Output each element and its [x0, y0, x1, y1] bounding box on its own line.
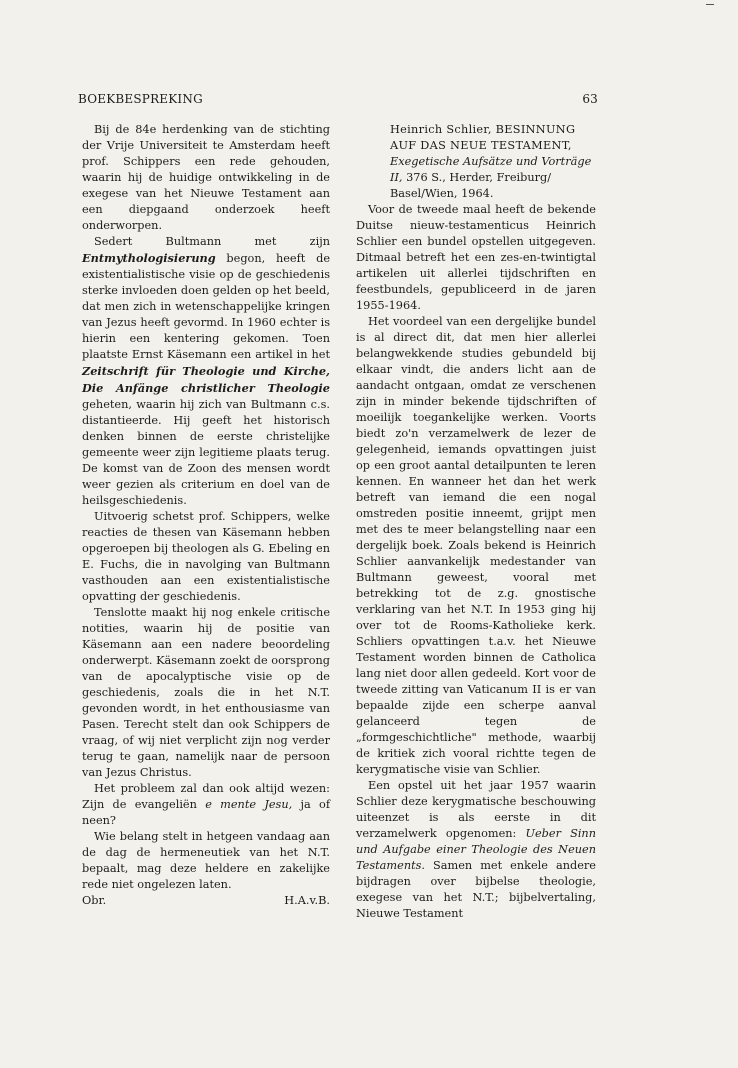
page-header: [78, 92, 598, 106]
text-run: Het probleem zal dan ook altijd wezen: Zijn de evangeliën: [82, 782, 330, 811]
book-publication: 376 S., Herder, Freiburg/ Basel/Wien, 1964.: [390, 171, 552, 200]
signature-line: [82, 893, 330, 909]
text-run: ja of neen?: [82, 798, 330, 827]
journal-title: Zeitschrift für Theologie und Kirche, Die Anfänge christlicher Theologie: [82, 364, 330, 395]
left-paragraph-3: Uitvoerig schetst prof. Schippers, welke reacties de thesen van Käsemann hebben opgeroepen bij theologen als G. Ebeling en E. Fuchs, die in navolging van Bultmann vasthouden aan een existentialistische opvatting der geschiedenis.: [82, 510, 330, 603]
right-paragraph-1: Voor de tweede maal heeft de bekende Duitse nieuw-testamenticus Heinrich Schlier een bundel opstellen uitgegeven. Ditmaal betreft het een zes-en-twintigtal artikelen uit allerlei tijdschriften en feestbundels, gepubliceerd in de jaren 1955-1964.: [356, 203, 596, 312]
text-run: Samen met enkele andere bijdragen over bijbelse theologie, exegese van het N.T.; bijbelvertaling, Nieuwe Testament: [356, 859, 596, 920]
text-run: Een opstel uit het jaar 1957 waarin Schlier deze kerygmatische beschouwing uiteenzet is als eerste in dit verzamelwerk opgenomen:: [356, 779, 596, 840]
left-paragraph-6: Wie belang stelt in hetgeen vandaag aan de dag de hermeneutiek van het N.T. bepaalt, mag deze heldere en zakelijke rede niet ongelezen laten.: [82, 830, 330, 891]
left-paragraph-1: Bij de 84e herdenking van de stichting der Vrije Universiteit te Amsterdam heeft prof. Schippers een rede gehouden, waarin hij de huidige ontwikkeling in de exegese van het Nieuwe Testament aan een diepgaand onderzoek heeft onderworpen.: [82, 123, 330, 232]
text-run: geheten, waarin hij zich van Bultmann c.s. distantieerde. Hij geeft het historisch denken binnen de eerste christelijke gemeente weer zijn legitieme plaats terug. De komst van de Zoon des mensen wordt weer gezien als criterium en doel van de heilsgeschiedenis.: [82, 398, 330, 507]
signature-right: H.A.v.B.: [284, 894, 330, 907]
page-number: 63: [582, 92, 598, 106]
text-run: begon, heeft de existentialistische visie op de geschiedenis sterke invloeden doen gelden op het beeld, dat men zich in wetenschappelijke kringen van Jezus heeft gevormd. In 1960 echter is hierin een kentering gekomen. Toen plaatste Ernst Käsemann een artikel in het: [82, 252, 330, 361]
scan-mark: [706, 4, 714, 5]
right-column: [356, 122, 596, 922]
left-paragraph-4: Tenslotte maakt hij nog enkele critische notities, waarin hij de positie van Käsemann aan een nadere beoordeling onderwerpt. Käsemann zoekt de oorsprong van de apocalyptische visie op de geschiedenis, zoals die in het N.T. gevonden wordt, in het enthousiasme van Pasen. Terecht stelt dan ook Schippers de vraag, of wij niet verplicht zijn nog verder terug te gaan, namelijk naar de persoon van Jezus Christus.: [82, 606, 331, 779]
right-paragraph-2: Het voordeel van een dergelijke bundel is al direct dit, dat men hier allerlei belangwekkende studies gebundeld bij elkaar vindt, die anders licht aan de aandacht ontgaan, omdat ze verschenen zijn in minder bekende tijdschriften of moeilijk toegankelijke werken. Voorts biedt zo'n verzamelwerk de lezer de gelegenheid, iemands opvattingen juist op een groot aantal detailpunten te leren kennen. En wanneer het dan het werk betreft van iemand die een nogal omstreden positie inneemt, grijpt men met des te meer belangstelling naar een dergelijk boek. Zoals bekend is Heinrich Schlier aanvankelijk medestander van Bultmann geweest, vooral met betrekking tot de z.g. gnostische verklaring van het N.T. In 1953 ging hij over tot de Rooms-Katholieke kerk. Schliers opvattingen t.a.v. het Nieuwe Testament worden binnen de Catholica lang niet door allen gedeeld. Kort voor de tweede zitting van Vaticanum II is er van bepaalde zijde een scherpe aanval gelanceerd tegen de „formgeschichtliche" methode, waarbij de kritiek zich vooral richtte tegen de kerygmatische visie van Schlier.: [356, 315, 596, 776]
signature-left: Obr.: [82, 894, 107, 907]
latin-phrase: e mente Jesu,: [205, 798, 293, 811]
essay-title: Ueber Sinn und Aufgabe einer Theologie des Neuen Testaments.: [356, 827, 596, 872]
emphasis-term: Entmythologisierung: [82, 251, 216, 265]
left-paragraph-5: [82, 781, 330, 829]
book-subtitle: Exegetische Aufsätze und Vorträge II,: [390, 155, 592, 184]
left-paragraph-2: [82, 234, 330, 509]
text-run: Sedert Bultmann met zijn: [94, 235, 330, 248]
left-column: [82, 122, 330, 909]
bibliographic-entry: [356, 122, 596, 202]
right-paragraph-3: [356, 778, 596, 922]
section-title: BOEKBESPREKING: [78, 92, 203, 106]
book-author-title: Heinrich Schlier, BESINNUNG AUF DAS NEUE TESTAMENT,: [390, 123, 576, 152]
